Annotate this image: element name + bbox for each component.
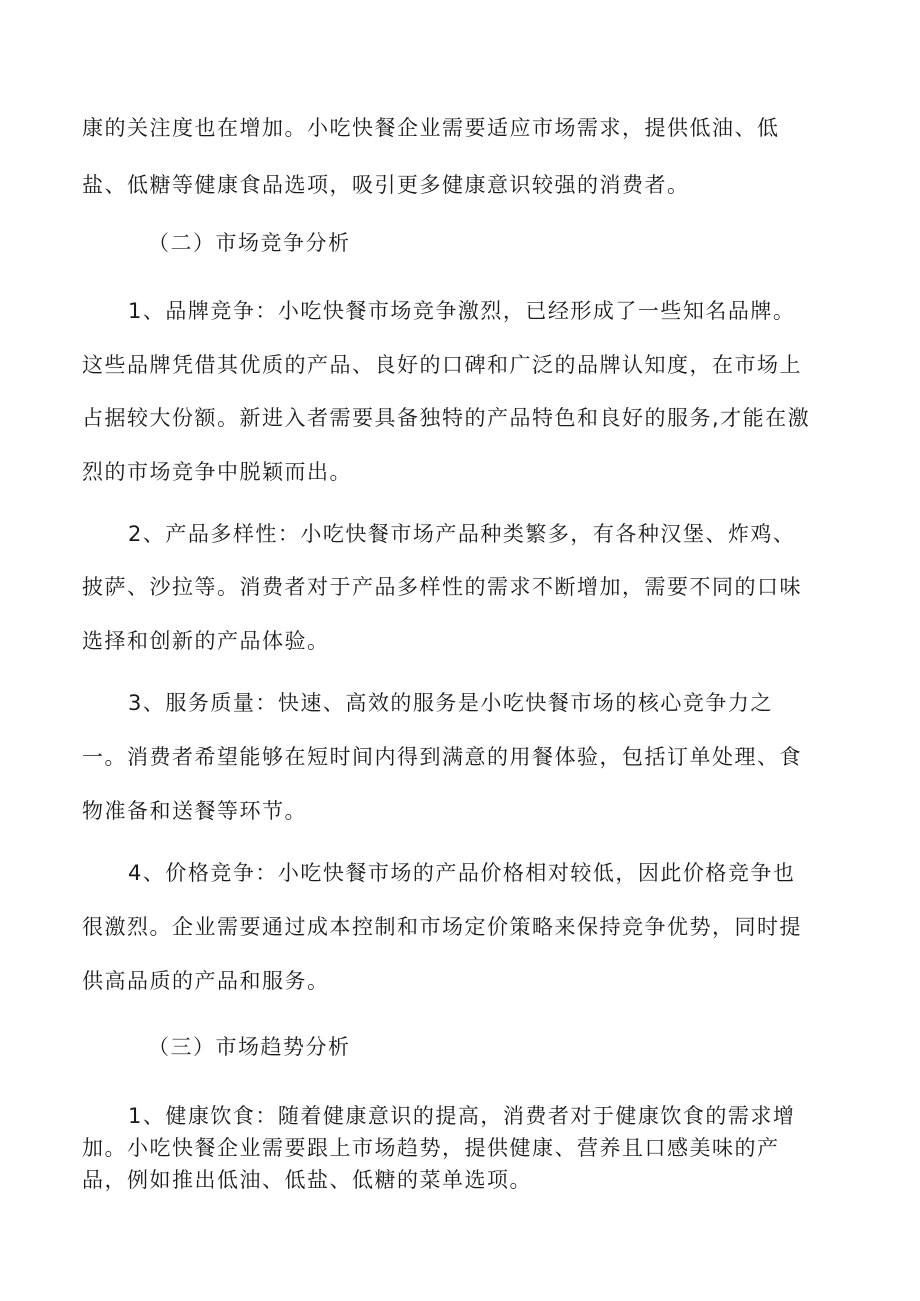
text-line: 4、价格竞争：小吃快餐市场的产品价格相对较低，因此价格竞争也 [128,861,796,885]
text-line: 盐、低糖等健康食品选项，吸引更多健康意识较强的消费者。 [82,173,690,197]
text-line: 康的关注度也在增加。小吃快餐企业需要适应市场需求，提供低油、低 [82,116,780,140]
text-line: 选择和创新的产品体验。 [82,629,330,653]
section-heading-market-competition: （二）市场竞争分析 [148,231,351,255]
text-line: 占据较大份额。新进入者需要具备独特的产品特色和良好的服务,才能在激 [82,406,811,430]
text-line: 这些品牌凭借其优质的产品、良好的口碑和广泛的品牌认知度，在市场上 [82,353,802,377]
text-line: 2、产品多样性：小吃快餐市场产品种类繁多，有各种汉堡、炸鸡、 [128,522,796,546]
text-line: 供高品质的产品和服务。 [82,969,330,993]
text-line: 加。小吃快餐企业需要跟上市场趋势，提供健康、营养且口感美味的产 [82,1136,780,1160]
text-line: 烈的市场竞争中脱颖而出。 [82,460,352,484]
text-line: 1、健康饮食：随着健康意识的提高，消费者对于健康饮食的需求增 [128,1104,796,1128]
text-line: 很激烈。企业需要通过成本控制和市场定价策略来保持竞争优势，同时提 [82,915,802,939]
text-line: 3、服务质量：快速、高效的服务是小吃快餐市场的核心竞争力之 [128,691,773,715]
text-line: 1、品牌竞争：小吃快餐市场竞争激烈，已经形成了一些知名品牌。 [128,299,796,323]
text-line: 一。消费者希望能够在短时间内得到满意的用餐体验，包括订单处理、食 [82,745,802,769]
section-heading-market-trends: （三）市场趋势分析 [148,1035,351,1059]
text-line: 物准备和送餐等环节。 [82,799,307,823]
text-line: 品，例如推出低油、低盐、低糖的菜单选项。 [82,1168,532,1192]
text-line: 披萨、沙拉等。消费者对于产品多样性的需求不断增加，需要不同的口味 [82,575,802,599]
